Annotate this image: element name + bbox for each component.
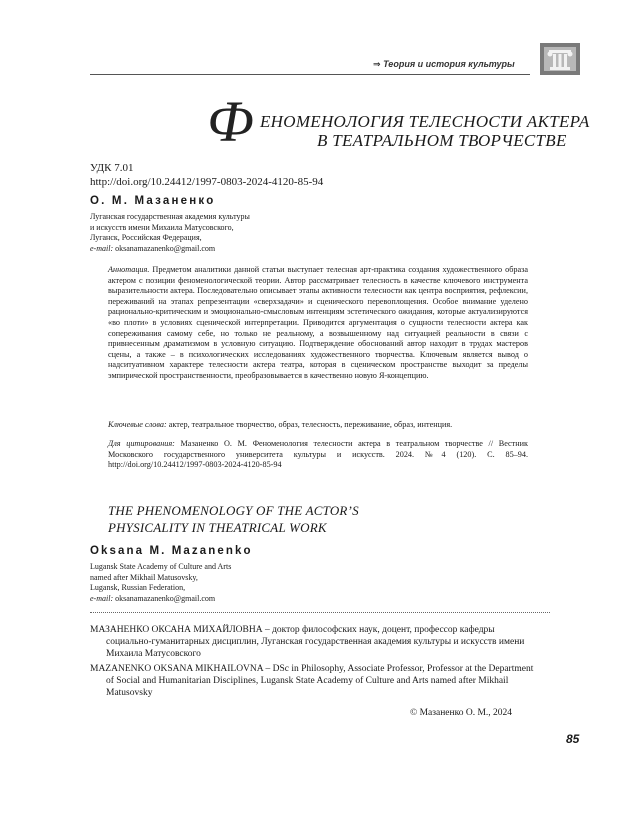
- header-rule: [90, 74, 530, 75]
- keywords-label: Ключевые слова:: [108, 420, 167, 429]
- email-address[interactable]: oksanamazanenko@gmail.com: [115, 593, 216, 603]
- section-header: [373, 59, 515, 70]
- email-en: [90, 594, 215, 605]
- title-line-2: В ТЕАТРАЛЬНОМ ТВОРЧЕСТВЕ: [317, 131, 567, 150]
- dotted-divider: [90, 612, 550, 613]
- email-ru: [90, 244, 215, 255]
- affiliation-en-line-3: Lugansk, Russian Federation,: [90, 583, 186, 592]
- author-name-en: Oksana M. Mazanenko: [90, 545, 253, 557]
- abstract-text: Предметом аналитики данной статьи выступает телесная арт-практика создания художественного образа актером с позиции феноменологической теории. Автор рассматривает телесность в качестве ключевого инструмента выразительности актера. Последовательно описывает этапы активности телесности как центра восприятия, рефлексии, переживаний на этапах репрезентации «сверхзадачи» и сценического перевоплощения. Особое внимание уделено рационально-критическим и эмоционально-смысловым интенциям эстетического ожидания, которые актуализируются «во плоти» в условиях сценической интерпретации. Приводится аргументация о сущности телесности актера как сопереживания самому себе, но только не реальному, а возвышенному над ситуацией реальности в связи с привнесенным драматизмом в условную ситуацию. Подтверждение обоснований автор находит в трудах мастеров сцены, а также – в психологических исследованиях художественного творчества. Ключевым является вывод о надситуативном характере телесности актера театра, которая в сценическом пространстве выходит за пределы эмпирической пространственности, преобразовывается в качественно новую Я-концепцию.: [108, 265, 528, 380]
- page-number: 85: [566, 732, 580, 746]
- copyright: © Мазаненко О. М., 2024: [410, 708, 513, 718]
- affiliation-ru-line-3: Луганск, Российская Федерация,: [90, 233, 202, 242]
- bio-ru: [90, 624, 534, 660]
- citation-text: Мазаненко О. М. Феноменология телесности актера в театральном творчестве // Вестник Московского государственного университета культуры и искусств. 2024. №4 (120). С. 85–94. http://doi.org/10.24412/1997-0803-2024-4120-85-94: [108, 439, 528, 470]
- bio-ru-text: МАЗАНЕНКО ОКСАНА МИХАЙЛОВНА – доктор философских наук, доцент, профессор кафедры социально-гуманитарных дисциплин, Луганская государственная академия культуры и искусств имени Михаила Матусовского: [90, 625, 525, 659]
- email-label: e-mail:: [90, 243, 114, 253]
- citation-label: Для цитирования:: [108, 439, 175, 448]
- doi-link[interactable]: http://doi.org/10.24412/1997-0803-2024-4120-85-94: [90, 176, 324, 188]
- title-initial: Ф: [207, 89, 254, 154]
- affiliation-ru-line-2: и искусств имени Михаила Матусовского,: [90, 222, 234, 232]
- author-name-ru: О. М. Мазаненко: [90, 195, 216, 207]
- udk-code: УДК 7.01: [90, 162, 134, 174]
- en-title-line-2: PHYSICALITY IN THEATRICAL WORK: [108, 520, 327, 535]
- keywords: [108, 420, 528, 431]
- bio-en: [90, 663, 534, 699]
- affiliation-en-line-1: Lugansk State Academy of Culture and Arts: [90, 562, 232, 571]
- title-line-1: ЕНОМЕНОЛОГИЯ ТЕЛЕСНОСТИ АКТЕРА: [260, 112, 590, 131]
- arrow-icon: ⇒: [373, 59, 381, 69]
- affiliation-en-line-2: named after Mikhail Matusovsky,: [90, 572, 198, 582]
- affiliation-ru-line-1: Луганская государственная академия культуры: [90, 212, 250, 221]
- section-title: Теория и история культуры: [383, 59, 515, 69]
- citation: [108, 439, 528, 471]
- email-address[interactable]: oksanamazanenko@gmail.com: [115, 243, 216, 253]
- keywords-text: актер, театральное творчество, образ, телесность, переживание, образ, интенция.: [168, 420, 453, 429]
- en-title-line-1: THE PHENOMENOLOGY OF THE ACTOR’S: [108, 503, 359, 518]
- column-logo-icon: [540, 43, 580, 75]
- abstract: [108, 265, 528, 382]
- bio-en-text: MAZANENKO OKSANA MIKHAILOVNA – DSc in Philosophy, Associate Professor, Professor at the Department of Social and Humanitarian Disciplines, Lugansk State Academy of Culture and Arts named after Mikhail Matusovsky: [90, 664, 534, 698]
- email-label: e-mail:: [90, 593, 114, 603]
- abstract-label: Аннотация.: [108, 265, 150, 274]
